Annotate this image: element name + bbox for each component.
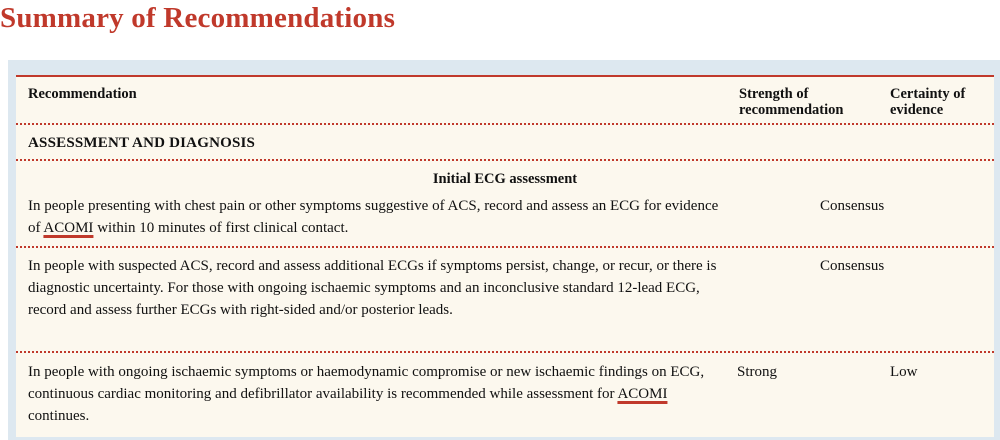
row-text: In people with ongoing ischaemic symptoms or haemodynamic compromise or new ischaemic findings on ECG, continuous cardiac monitoring and defibrillator availability is recommended while assessment for xyxy=(28,364,705,402)
header-certainty-line2: evidence xyxy=(890,102,944,118)
recommendations-table xyxy=(16,75,994,437)
abbreviation-acomi[interactable]: ACOMI xyxy=(617,386,668,402)
subsection-heading: Initial ECG assessment xyxy=(432,171,578,187)
row-text: continues. xyxy=(28,408,90,424)
section-heading: ASSESSMENT AND DIAGNOSIS xyxy=(28,135,256,151)
recommendation-row-3 xyxy=(28,361,728,427)
page-title: Summary of Recommendations xyxy=(0,2,396,34)
row-1-strength: Consensus xyxy=(820,198,885,214)
row-text: within 10 minutes of first clinical contact. xyxy=(93,220,349,236)
header-recommendation: Recommendation xyxy=(28,86,137,102)
divider xyxy=(16,159,994,161)
header-strength-line2: recommendation xyxy=(739,102,844,118)
divider xyxy=(16,123,994,125)
divider xyxy=(16,246,994,248)
abbreviation-acomi[interactable]: ACOMI xyxy=(43,220,94,236)
header-strength xyxy=(739,86,843,118)
header-certainty-line1: Certainty of xyxy=(890,86,966,102)
row-text: In people presenting with chest pain or other symptoms suggestive of ACS, record and assess an ECG for evidence of xyxy=(28,198,719,236)
header-strength-line1: Strength of xyxy=(739,86,809,102)
recommendation-row-2: In people with suspected ACS, record and assess additional ECGs if symptoms persist, change, or recur, or there is diagnostic uncertainty. For those with ongoing ischaemic symptoms and an inconclusive standard 12-lead ECG, record and assess further ECGs with right-sided and/or posterior leads. xyxy=(28,258,717,318)
header-certainty xyxy=(890,86,965,118)
divider xyxy=(16,351,994,353)
row-3-certainty: Low xyxy=(890,364,918,380)
row-3-strength: Strong xyxy=(737,364,778,380)
row-2-strength: Consensus xyxy=(820,258,885,274)
recommendation-row-1 xyxy=(28,195,728,239)
